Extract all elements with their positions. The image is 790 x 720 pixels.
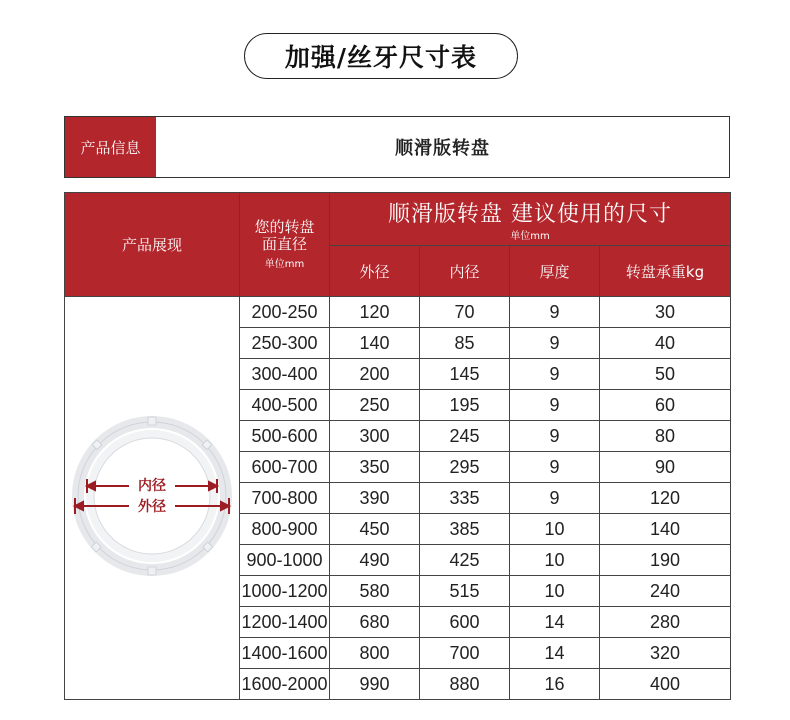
header-diameter bbox=[240, 193, 330, 297]
header-recommended-title: 顺滑版转盘 建议使用的尺寸 bbox=[388, 201, 672, 227]
row-size-range: 250-300 bbox=[240, 328, 330, 359]
page-title: 加强/丝牙尺寸表 bbox=[244, 33, 518, 79]
row-outer-diameter: 200 bbox=[330, 359, 420, 390]
row-size-range: 400-500 bbox=[240, 390, 330, 421]
product-image-cell bbox=[65, 297, 240, 700]
row-thickness: 14 bbox=[510, 638, 600, 669]
header-diameter-unit: 单位mm bbox=[264, 259, 305, 270]
row-size-range: 500-600 bbox=[240, 421, 330, 452]
row-thickness: 14 bbox=[510, 607, 600, 638]
turntable-diagram bbox=[67, 411, 237, 581]
row-inner-diameter: 70 bbox=[420, 297, 510, 328]
size-table bbox=[64, 192, 731, 700]
row-load-capacity: 60 bbox=[600, 390, 731, 421]
row-outer-diameter: 120 bbox=[330, 297, 420, 328]
row-outer-diameter: 450 bbox=[330, 514, 420, 545]
product-info-value: 顺滑版转盘 bbox=[395, 138, 490, 159]
row-load-capacity: 240 bbox=[600, 576, 731, 607]
row-outer-diameter: 140 bbox=[330, 328, 420, 359]
table-row bbox=[65, 297, 731, 328]
row-size-range: 800-900 bbox=[240, 514, 330, 545]
row-load-capacity: 120 bbox=[600, 483, 731, 514]
row-inner-diameter: 425 bbox=[420, 545, 510, 576]
header-recommended bbox=[330, 193, 731, 246]
product-info-label: 产品信息 bbox=[65, 117, 156, 177]
row-inner-diameter: 385 bbox=[420, 514, 510, 545]
row-size-range: 300-400 bbox=[240, 359, 330, 390]
row-load-capacity: 400 bbox=[600, 669, 731, 700]
row-outer-diameter: 490 bbox=[330, 545, 420, 576]
row-size-range: 700-800 bbox=[240, 483, 330, 514]
row-load-capacity: 40 bbox=[600, 328, 731, 359]
product-info-box bbox=[64, 116, 730, 178]
row-thickness: 9 bbox=[510, 328, 600, 359]
row-inner-diameter: 295 bbox=[420, 452, 510, 483]
row-load-capacity: 50 bbox=[600, 359, 731, 390]
row-outer-diameter: 350 bbox=[330, 452, 420, 483]
inner-ring-edge bbox=[94, 438, 210, 554]
row-thickness: 16 bbox=[510, 669, 600, 700]
row-load-capacity: 90 bbox=[600, 452, 731, 483]
row-thickness: 9 bbox=[510, 359, 600, 390]
header-thickness: 厚度 bbox=[510, 246, 600, 297]
row-inner-diameter: 700 bbox=[420, 638, 510, 669]
row-size-range: 900-1000 bbox=[240, 545, 330, 576]
header-load-capacity: 转盘承重kg bbox=[600, 246, 731, 297]
row-outer-diameter: 680 bbox=[330, 607, 420, 638]
table-body bbox=[65, 297, 731, 700]
row-size-range: 1600-2000 bbox=[240, 669, 330, 700]
row-inner-diameter: 195 bbox=[420, 390, 510, 421]
row-size-range: 200-250 bbox=[240, 297, 330, 328]
row-thickness: 9 bbox=[510, 390, 600, 421]
row-load-capacity: 280 bbox=[600, 607, 731, 638]
header-diameter-line1: 您的转盘 bbox=[254, 217, 315, 236]
row-thickness: 9 bbox=[510, 421, 600, 452]
row-thickness: 10 bbox=[510, 514, 600, 545]
row-size-range: 600-700 bbox=[240, 452, 330, 483]
row-inner-diameter: 335 bbox=[420, 483, 510, 514]
row-inner-diameter: 245 bbox=[420, 421, 510, 452]
row-outer-diameter: 800 bbox=[330, 638, 420, 669]
row-outer-diameter: 300 bbox=[330, 421, 420, 452]
row-thickness: 10 bbox=[510, 545, 600, 576]
header-product-display: 产品展现 bbox=[65, 193, 240, 297]
row-thickness: 9 bbox=[510, 297, 600, 328]
row-thickness: 9 bbox=[510, 483, 600, 514]
row-load-capacity: 320 bbox=[600, 638, 731, 669]
header-inner-diameter: 内径 bbox=[420, 246, 510, 297]
row-load-capacity: 80 bbox=[600, 421, 731, 452]
header-recommended-unit: 单位mm bbox=[510, 230, 550, 242]
row-outer-diameter: 990 bbox=[330, 669, 420, 700]
row-inner-diameter: 600 bbox=[420, 607, 510, 638]
row-inner-diameter: 515 bbox=[420, 576, 510, 607]
row-thickness: 10 bbox=[510, 576, 600, 607]
row-load-capacity: 190 bbox=[600, 545, 731, 576]
row-inner-diameter: 145 bbox=[420, 359, 510, 390]
row-thickness: 9 bbox=[510, 452, 600, 483]
outer-diameter-label: 外径 bbox=[138, 499, 166, 515]
row-inner-diameter: 880 bbox=[420, 669, 510, 700]
inner-ring bbox=[90, 434, 214, 558]
row-outer-diameter: 250 bbox=[330, 390, 420, 421]
row-inner-diameter: 85 bbox=[420, 328, 510, 359]
row-size-range: 1400-1600 bbox=[240, 638, 330, 669]
row-load-capacity: 140 bbox=[600, 514, 731, 545]
row-load-capacity: 30 bbox=[600, 297, 731, 328]
header-outer-diameter: 外径 bbox=[330, 246, 420, 297]
inner-diameter-label: 内径 bbox=[138, 478, 166, 494]
header-diameter-line2: 面直径 bbox=[261, 234, 307, 253]
row-size-range: 1200-1400 bbox=[240, 607, 330, 638]
row-size-range: 1000-1200 bbox=[240, 576, 330, 607]
row-outer-diameter: 390 bbox=[330, 483, 420, 514]
row-outer-diameter: 580 bbox=[330, 576, 420, 607]
